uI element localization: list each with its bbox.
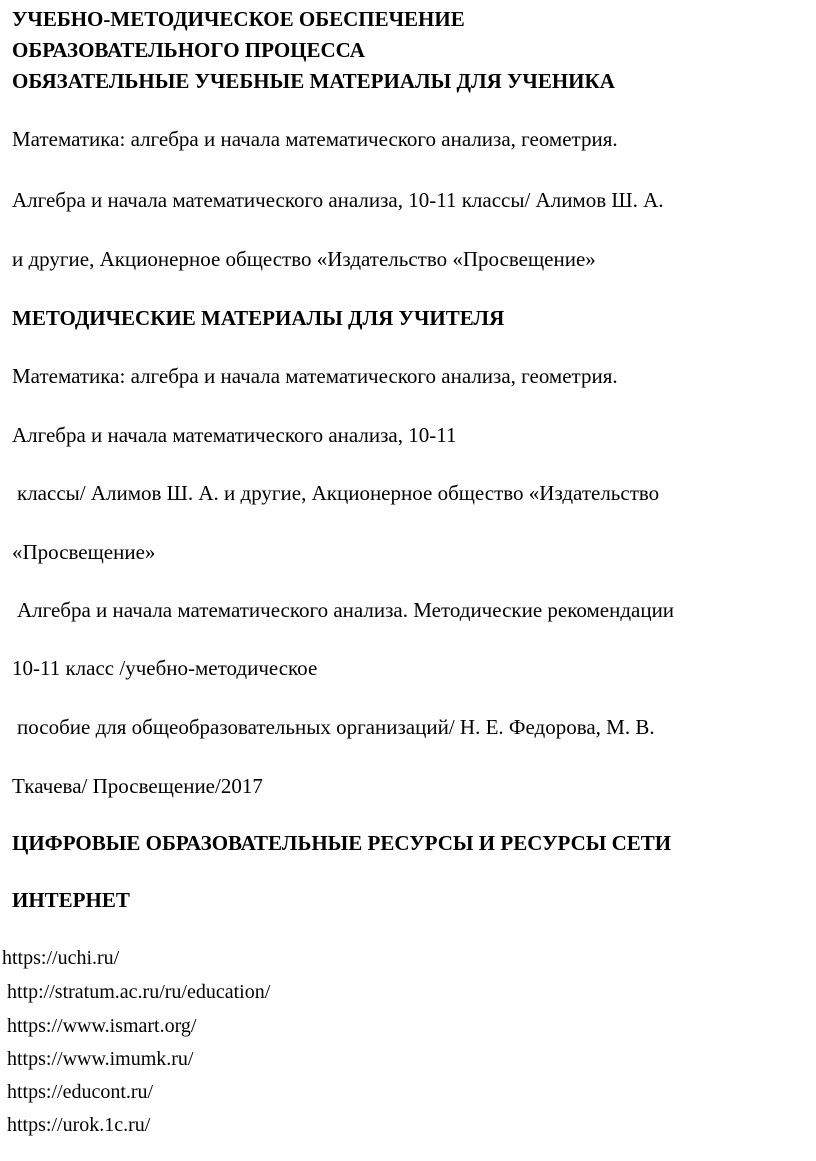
title-line-1: УЧЕБНО-МЕТОДИЧЕСКОЕ ОБЕСПЕЧЕНИЕ xyxy=(12,7,465,31)
resource-link[interactable]: https://urok.1c.ru/ xyxy=(7,1114,151,1136)
resource-link[interactable]: https://educont.ru/ xyxy=(7,1081,154,1103)
teacher-material-line: пособие для общеобразовательных организаций/ Н. Е. Федорова, М. В. xyxy=(17,715,655,739)
resource-link[interactable]: https://www.ismart.org/ xyxy=(7,1015,197,1037)
teacher-material-line: Математика: алгебра и начала математического анализа, геометрия. xyxy=(12,364,618,388)
teacher-material-line: Алгебра и начала математического анализа. Методические рекомендации xyxy=(17,598,675,622)
digital-resources-heading-cont: ИНТЕРНЕТ xyxy=(12,888,130,912)
teacher-material-line: 10-11 класс /учебно-методическое xyxy=(12,656,318,680)
teacher-material-line: «Просвещение» xyxy=(12,540,156,564)
student-material-line: Алгебра и начала математического анализа, 10-11 классы/ Алимов Ш. А. xyxy=(12,188,664,212)
title-line-2: ОБРАЗОВАТЕЛЬНОГО ПРОЦЕССА xyxy=(12,38,365,62)
resource-link[interactable]: https://www.imumk.ru/ xyxy=(7,1048,194,1070)
resource-link[interactable]: https://uchi.ru/ xyxy=(2,947,120,969)
student-material-line: Математика: алгебра и начала математического анализа, геометрия. xyxy=(12,127,618,151)
teacher-material-line: классы/ Алимов Ш. А. и другие, Акционерное общество «Издательство xyxy=(17,481,660,505)
student-material-line: и другие, Акционерное общество «Издательство «Просвещение» xyxy=(12,247,596,271)
teacher-material-line: Ткачева/ Просвещение/2017 xyxy=(12,774,263,798)
resource-link[interactable]: http://stratum.ac.ru/ru/education/ xyxy=(7,981,271,1003)
digital-resources-heading: ЦИФРОВЫЕ ОБРАЗОВАТЕЛЬНЫЕ РЕСУРСЫ И РЕСУРСЫ СЕТИ xyxy=(12,831,672,855)
title-line-3: ОБЯЗАТЕЛЬНЫЕ УЧЕБНЫЕ МАТЕРИАЛЫ ДЛЯ УЧЕНИКА xyxy=(12,69,615,93)
teacher-material-line: Алгебра и начала математического анализа, 10-11 xyxy=(12,423,457,447)
teacher-materials-heading: МЕТОДИЧЕСКИЕ МАТЕРИАЛЫ ДЛЯ УЧИТЕЛЯ xyxy=(12,306,505,330)
